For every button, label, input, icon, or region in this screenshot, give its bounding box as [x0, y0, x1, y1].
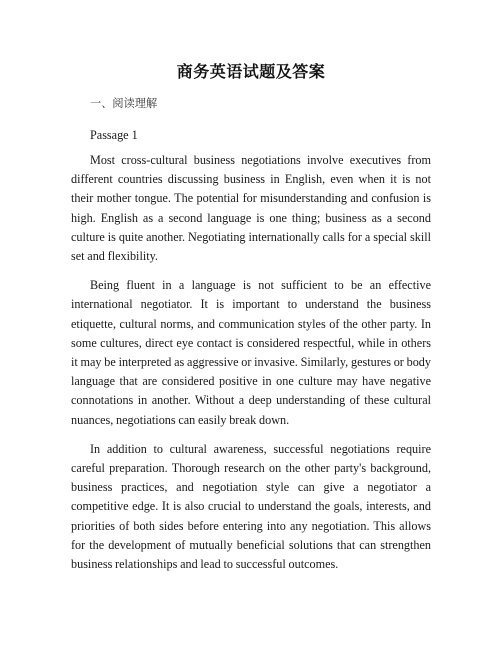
passage-label: Passage 1 [90, 128, 138, 142]
section-heading: 一、阅读理解 [90, 97, 158, 110]
passage-body [71, 151, 431, 584]
paragraph-3: In addition to cultural awareness, successful negotiations require careful preparation. Thorough research on the other party's background, business practices, and negotiation style can give a negotiator a competitive edge. It is also crucial to understand the goals, interests, and priorities of both sides before entering into any negotiation. This allows for the development of mutually beneficial solutions that can strengthen business relationships and lead to successful outcomes. [71, 441, 431, 572]
paragraph-1: Most cross-cultural business negotiations involve executives from different countries discussing business in English, even when it is not their mother tongue. The potential for misunderstanding and confusion is high. English as a second language is one thing; business as a second culture is quite another. Negotiating internationally calls for a special skill set and flexibility. [71, 153, 431, 264]
document-title: 商务英语试题及答案 [176, 62, 326, 81]
paragraph-2: Being fluent in a language is not sufficient to be an effective international negotiator. It is important to understand the business etiquette, cultural norms, and communication styles of the other party. In some cultures, direct eye contact is considered respectful, while in others it may be interpreted as aggressive or invasive. Similarly, gestures or body language that are considered positive in one culture may have negative connotations in another. Without a deep understanding of these cultural nuances, negotiations can easily break down. [71, 278, 431, 427]
